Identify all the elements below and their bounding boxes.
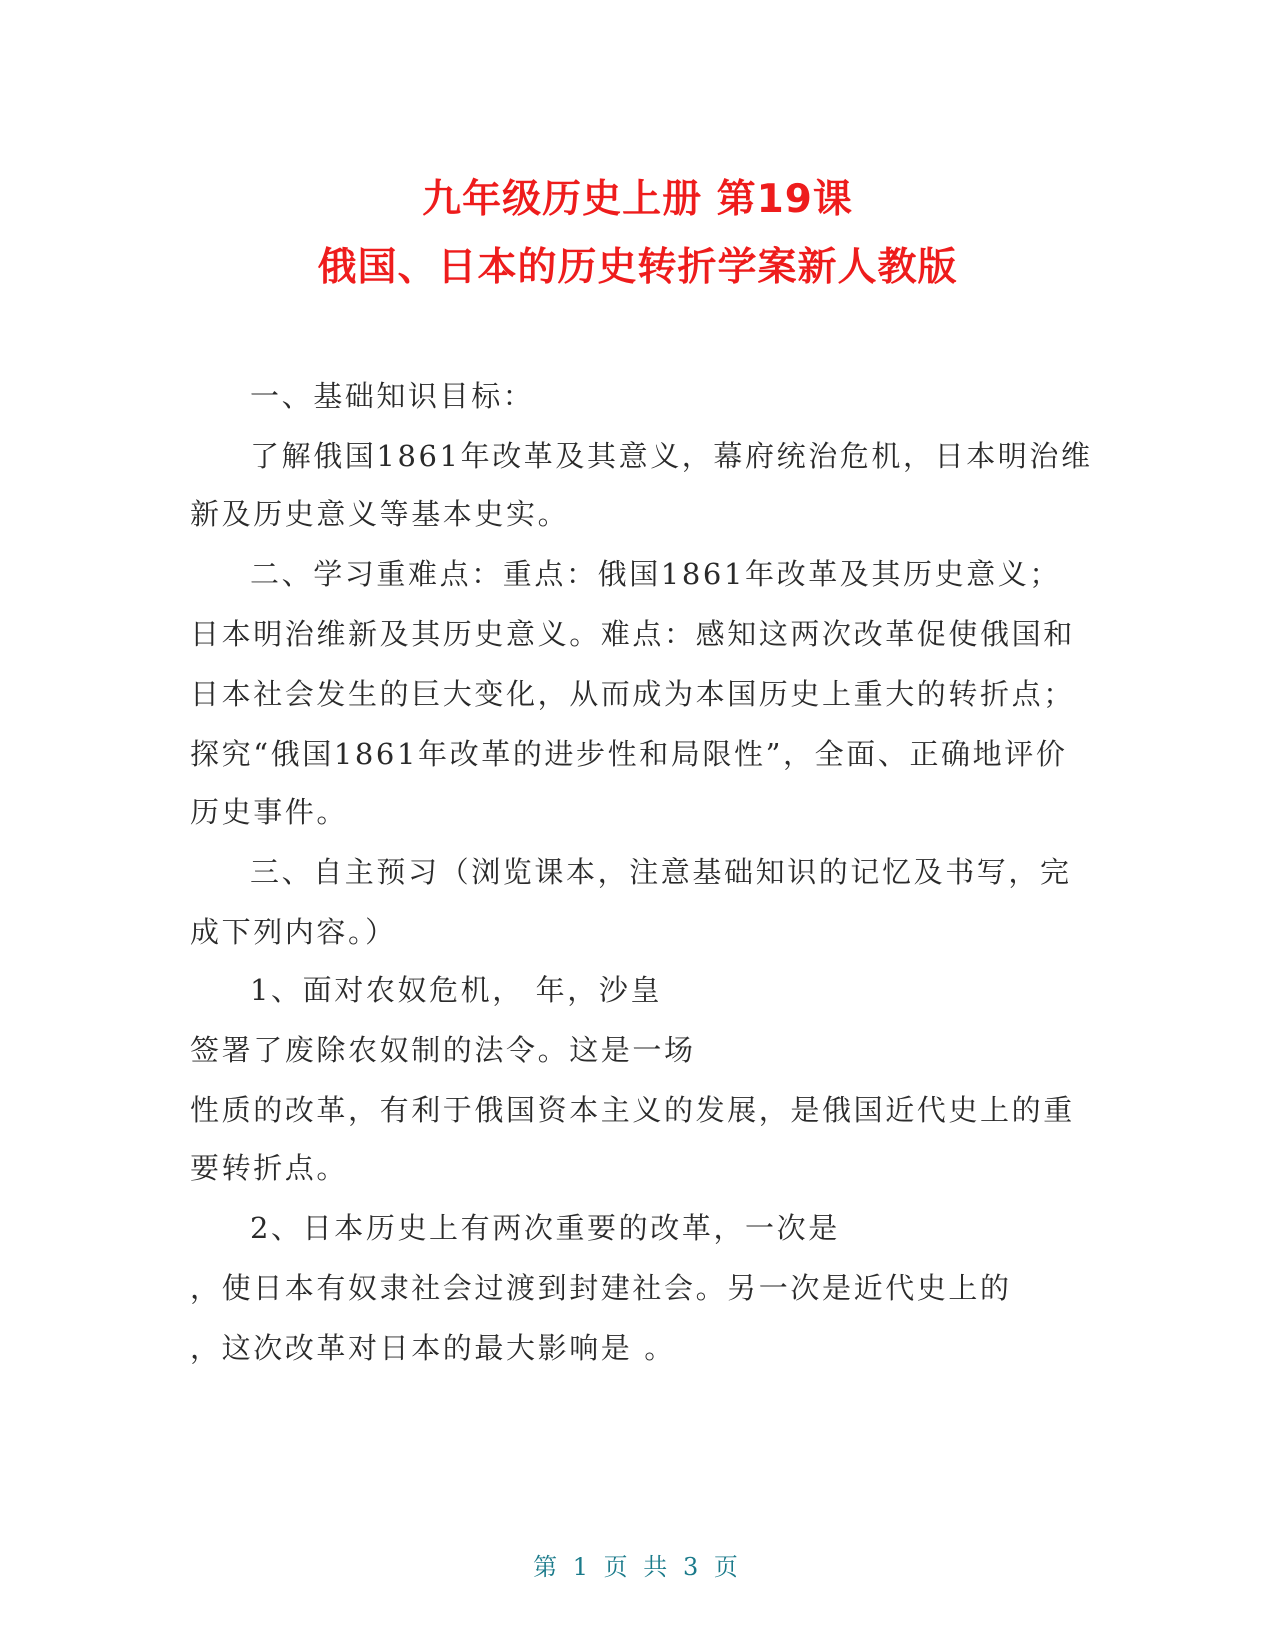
paragraph-line: 成下列内容。）: [190, 915, 397, 949]
paragraph-line: 探究“俄国1861年改革的进步性和局限性”，全面、正确地评价: [190, 737, 1068, 771]
question-2-line: ，这次改革对日本的最大影响是 。: [190, 1331, 676, 1365]
question-1-line: 要转折点。: [190, 1151, 349, 1185]
paragraph-line: 新及历史意义等基本史实。: [190, 497, 570, 531]
section-heading-basic-knowledge: 一、基础知识目标：: [250, 379, 535, 413]
question-2-line: ，使日本有奴隶社会过渡到封建社会。另一次是近代史上的: [190, 1271, 1012, 1305]
page-number-footer: 第 1 页 共 3 页: [533, 1553, 742, 1581]
question-2-line: 2、日本历史上有两次重要的改革，一次是: [250, 1211, 840, 1245]
paragraph-line: 历史事件。: [190, 795, 349, 829]
paragraph-line: 了解俄国1861年改革及其意义，幕府统治危机，日本明治维: [250, 439, 1093, 473]
question-1-line: 签署了废除农奴制的法令。这是一场: [190, 1033, 696, 1067]
question-1-line: 1、面对农奴危机， 年，沙皇: [250, 973, 663, 1007]
paragraph-line: 日本社会发生的巨大变化，从而成为本国历史上重大的转折点；: [190, 677, 1075, 711]
paragraph-line: 日本明治维新及其历史意义。难点：感知这两次改革促使俄国和: [190, 617, 1075, 651]
document-title-line-1: 九年级历史上册 第19课: [422, 177, 853, 222]
section-heading-key-points: 二、学习重难点：重点：俄国1861年改革及其历史意义；: [250, 557, 1062, 591]
section-heading-preview: 三、自主预习（浏览课本，注意基础知识的记忆及书写，完: [250, 855, 1072, 889]
question-1-line: 性质的改革，有利于俄国资本主义的发展，是俄国近代史上的重: [190, 1093, 1075, 1127]
document-title-line-2: 俄国、日本的历史转折学案新人教版: [317, 245, 958, 290]
